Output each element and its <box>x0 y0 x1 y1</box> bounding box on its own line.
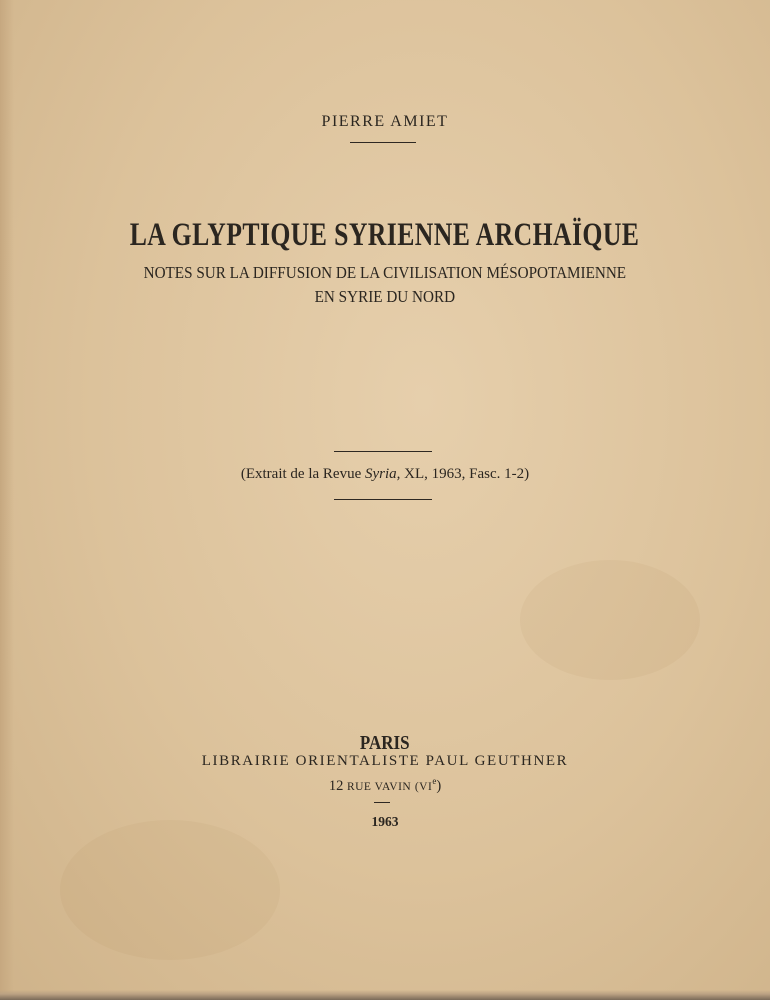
publication-city: PARIS <box>359 732 410 754</box>
author-rule <box>350 142 416 143</box>
address-district-close: ) <box>436 777 442 794</box>
extract-suffix: XL, 1963, Fasc. 1-2) <box>400 466 530 482</box>
address-district-sup: e <box>432 776 437 786</box>
subtitle-line-1: NOTES SUR LA DIFFUSION DE LA CIVILISATION MÉSOPOTAMIENNE <box>143 263 627 282</box>
publisher-name: LIBRAIRIE ORIENTALISTE PAUL GEUTHNER <box>201 753 569 769</box>
year-rule <box>374 802 390 803</box>
extract-rule-top <box>334 451 432 452</box>
extract-rule-bottom <box>334 499 432 500</box>
author-name: PIERRE AMIET <box>321 113 449 130</box>
book-title: LA GLYPTIQUE SYRIENNE ARCHAÏQUE <box>129 217 640 253</box>
address-district-open: (VI <box>414 780 433 793</box>
publisher-address <box>0 776 770 795</box>
paper-stain <box>60 820 280 960</box>
extract-note <box>0 466 770 483</box>
address-number: 12 <box>328 777 344 794</box>
extract-prefix: (Extrait de la Revue <box>240 466 365 482</box>
address-street: RUE VAVIN <box>346 780 412 793</box>
subtitle-line-2: EN SYRIE DU NORD <box>314 287 456 306</box>
paper-stain <box>520 560 700 680</box>
extract-journal: Syria, <box>364 466 401 482</box>
publication-year: 1963 <box>371 814 399 829</box>
